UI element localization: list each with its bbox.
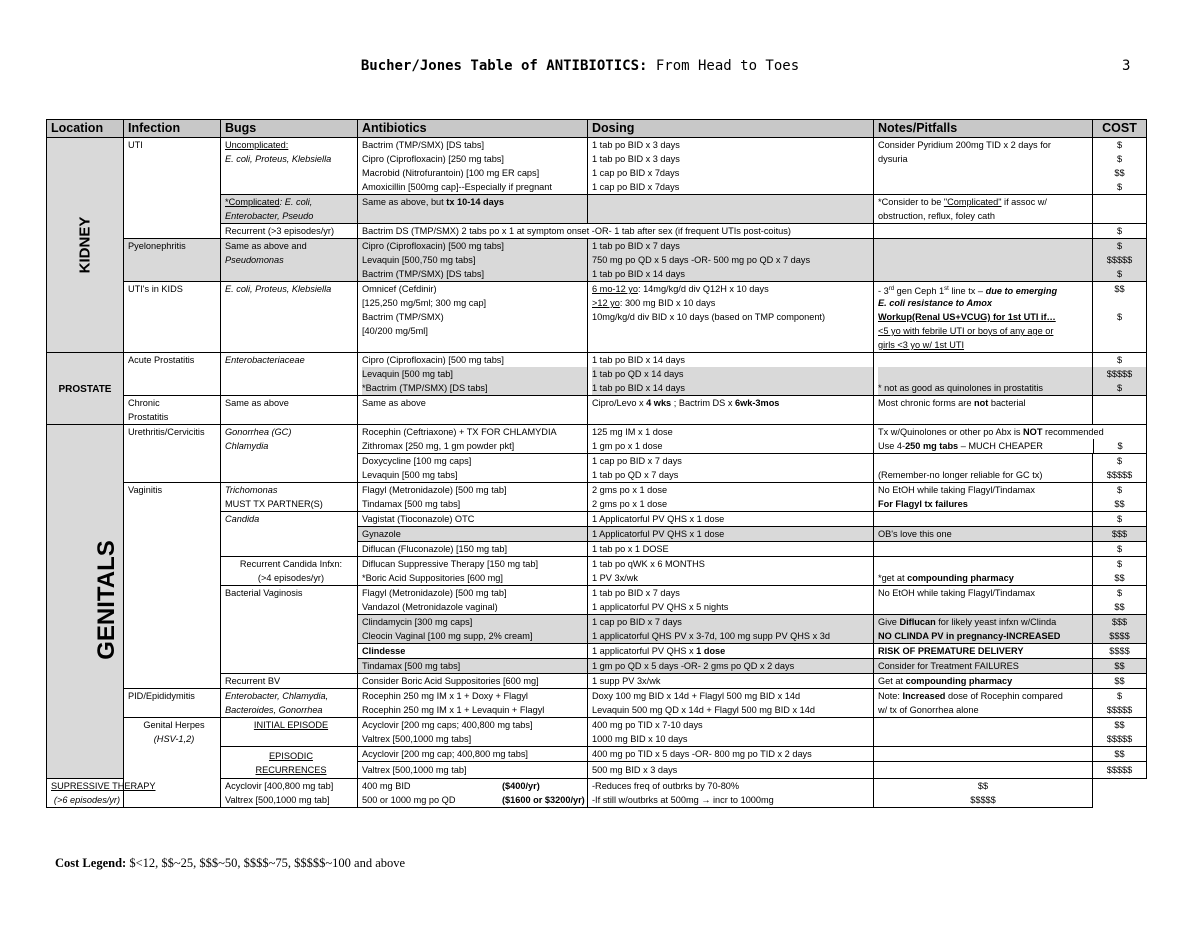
table-row: Pyelonephritis Same as above and Pseudomonas Cipro (Ciprofloxacin) [500 mg tabs] Levaquin [500,750 mg tabs] Bactrim (TMP/SMX) [DS tabs] 1 tab po BID x 7 days 750 mg po QD x 5 days -OR- 500 mg po QD x 7 days 1 tab po BID x 14 days $ $$$$$ $ [47,239,1147,282]
table-row: GENITALS Urethritis/Cervicitis Gonorrhea (GC) Chlamydia Rocephin (Ceftriaxone) + TX FOR CHLAMYDIA Zithromax [250 mg, 1 gm powder pkt] 125 mg IM x 1 dose 1 gm po x 1 dose Tx w/Quinolones or other po Abx is NOT recommended Use 4-250 mg tabs – MUCH CHEAPER $ [47,425,1147,454]
table-row: Recurrent BV Consider Boric Acid Suppositories [600 mg] 1 supp PV 3x/wk Get at compounding pharmacy $$ [47,674,1147,689]
antibiotics-table [46,119,1147,808]
table-row: Doxycycline [100 mg caps] Levaquin [500 mg tabs] 1 cap po BID x 7 days 1 tab po QD x 7 days (Remember-no longer reliable for GC tx) $ $$$$$ [47,454,1147,483]
table-row: Diflucan (Fluconazole) [150 mg tab] 1 tab po x 1 DOSE $ [47,542,1147,557]
section-kidney: KIDNEY [47,138,124,353]
col-header: Bugs [221,120,358,138]
table-row: Clindamycin [300 mg caps] Cleocin Vaginal [100 mg supp, 2% cream] 1 cap po BID x 7 days 1 applicatorful QHS PV x 3-7d, 100 mg supp PV QHS x 3d Give Diflucan for likely yeast infxn w/Clinda NO CLINDA PV in pregnancy-INCREASED $$$ $$$$ [47,615,1147,644]
table-row: Bacterial Vaginosis Flagyl (Metronidazole) [500 mg tab] Vandazol (Metronidazole vaginal) 1 tab po BID x 7 days 1 applicatorful PV QHS x 5 nights No EtOH while taking Flagyl/Tindamax $ $$ [47,586,1147,615]
table-row: KIDNEY UTI Uncomplicated: E. coli, Proteus, Klebsiella Bactrim (TMP/SMX) [DS tabs] Cipro (Ciprofloxacin) [250 mg tabs] Macrobid (Nitrofurantoin) [100 mg ER caps] Amoxicillin [500mg cap]--Especially if pregnant 1 tab po BID x 3 days 1 tab po BID x 3 days 1 cap po BID x 7days 1 cap po BID x 7days Consider Pyridium 200mg TID x 2 days for dysuria $ $ $$ $ [47,138,1147,195]
table-row: Gynazole 1 Applicatorful PV QHS x 1 dose OB's love this one $$$ [47,527,1147,542]
table-row: Recurrent (>3 episodes/yr) Bactrim DS (TMP/SMX) 2 tabs po x 1 at symptom onset -OR- 1 tab after sex (if frequent UTIs post-coitus) $ [47,224,1147,239]
page-number: 3 [1122,58,1131,74]
col-header: Dosing [588,120,874,138]
col-header: COST [1093,120,1147,138]
col-header: Location [47,120,124,138]
table-row: Candida Vagistat (Tioconazole) OTC 1 Applicatorful PV QHS x 1 dose $ [47,512,1147,527]
table-row: Chronic Prostatitis Same as above Same as above Cipro/Levo x 4 wks ; Bactrim DS x 6wk-3mos Most chronic forms are not bacterial [47,396,1147,425]
table-row: PROSTATE Acute Prostatitis Enterobacteriaceae Cipro (Ciprofloxacin) [500 mg tabs] Levaquin [500 mg tab] *Bactrim (TMP/SMX) [DS tabs] 1 tab po BID x 14 days 1 tab po QD x 14 days 1 tab po BID x 14 days * not as good as quinolones in prostatitis $ $$$$$ $ [47,353,1147,396]
table-row: *Complicated: E. coli, Enterobacter, Pseudo Same as above, but tx 10-14 days *Consider to be "Complicated" if assoc w/ obstruction, reflux, foley cath [47,195,1147,224]
page-title: Bucher/Jones Table of ANTIBIOTICS: From Head to Toes [360,58,800,74]
table-row: Clindesse 1 applicatorful PV QHS x 1 dose RISK OF PREMATURE DELIVERY $$$$ [47,644,1147,659]
table-row: EPISODIC RECURRENCES Acyclovir [200 mg cap; 400,800 mg tabs] 400 mg po TID x 5 days -OR- 800 mg po TID x 2 days $$ [47,747,1147,762]
table-header-row [47,120,1147,138]
table-row: Tindamax [500 mg tabs] 1 gm po QD x 5 days -OR- 2 gms po QD x 2 days Consider for Treatment FAILURES $$ [47,659,1147,674]
cost-legend: Cost Legend: $<12, $$~25, $$$~50, $$$$~75, $$$$$~100 and above [55,856,406,870]
table-row: PID/Epididymitis Enterobacter, Chlamydia, Bacteroides, Gonorrhea Rocephin 250 mg IM x 1 + Doxy + Flagyl Rocephin 250 mg IM x 1 + Levaquin + Flagyl Doxy 100 mg BID x 14d + Flagyl 500 mg BID x 14d Levaquin 500 mg QD x 14d + Flagyl 500 mg BID x 14d Note: Increased dose of Rocephin compared w/ tx of Gonorrhea alone $ $$$$$ [47,689,1147,718]
section-genitals: GENITALS [47,425,124,779]
table-row: UTI's in KIDS E. coli, Proteus, Klebsiella Omnicef (Cefdinir) [125,250 mg/5ml; 300 mg cap] Bactrim (TMP/SMX) [40/200 mg/5ml] 6 mo-12 yo: 14mg/kg/d div Q12H x 10 days >12 yo: 300 mg BID x 10 days 10mg/kg/d div BID x 10 days (based on TMP component) - 3rd gen Ceph 1st line tx – due to emerging E. coli resistance to Amox Workup(Renal US+VCUG) for 1st UTI if… <5 yo with febrile UTI or boys of any age or girls <3 yo w/ 1st UTI $$ $ [47,282,1147,353]
table-row: Valtrex [500,1000 mg tab] 500 mg BID x 3 days $$$$$ [47,762,1147,779]
col-header: Infection [124,120,221,138]
col-header: Notes/Pitfalls [874,120,1093,138]
col-header: Antibiotics [358,120,588,138]
table-row: Genital Herpes (HSV-1,2) INITIAL EPISODE Acyclovir [200 mg caps; 400,800 mg tabs] Valtrex [500,1000 mg tabs] 400 mg po TID x 7-10 days 1000 mg BID x 10 days $$ $$$$$ [47,718,1147,747]
section-prostate: PROSTATE [47,353,124,425]
table-row: Recurrent Candida Infxn: (>4 episodes/yr) Diflucan Suppressive Therapy [150 mg tab] *Boric Acid Suppositories [600 mg] 1 tab po qWK x 6 MONTHS 1 PV 3x/wk *get at compounding pharmacy $ $$ [47,557,1147,586]
table-row: SUPRESSIVE THERAPY (>6 episodes/yr) Acyclovir [400,800 mg tab] Valtrex [500,1000 mg tab] 400 mg BID ($400/yr) 500 or 1000 mg po QD ($1600 or $3200/yr) -Reduces freq of outbrks by 70-80% -If still w/outbrks at 500mg → incr to 1000mg $$ $$$$$ [47,779,1147,808]
table-row: Vaginitis Trichomonas MUST TX PARTNER(S) Flagyl (Metronidazole) [500 mg tab] Tindamax [500 mg tabs] 2 gms po x 1 dose 2 gms po x 1 dose No EtOH while taking Flagyl/Tindamax For Flagyl tx failures $ $$ [47,483,1147,512]
